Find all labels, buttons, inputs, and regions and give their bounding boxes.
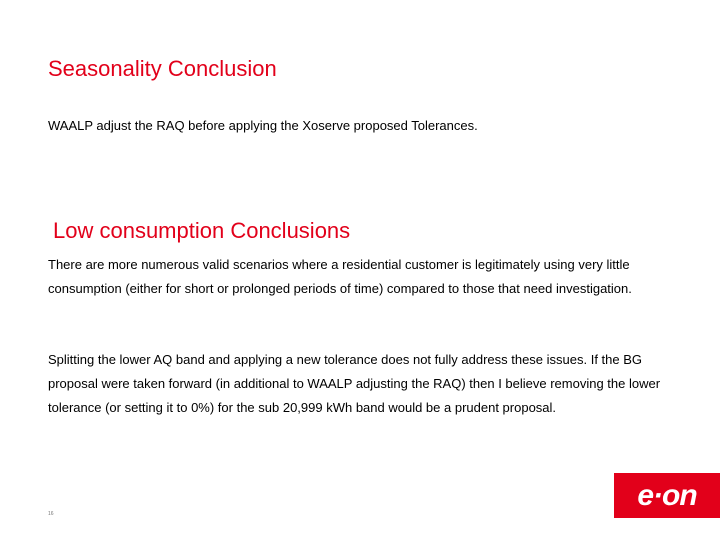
eon-logo-text: e·on	[637, 478, 697, 512]
seasonality-title: Seasonality Conclusion	[48, 56, 277, 81]
page-number: 16	[48, 511, 54, 517]
eon-logo	[614, 473, 720, 518]
seasonality-text: WAALP adjust the RAQ before applying the Xoserve proposed Tolerances.	[48, 118, 478, 133]
low-consumption-title: Low consumption Conclusions	[53, 218, 351, 243]
low-consumption-paragraph-1: There are more numerous valid scenarios where a residential customer is legitimately using very little consumption (either for short or prolonged periods of time) compared to those that need investigation.	[48, 257, 632, 296]
low-consumption-paragraph-2: Splitting the lower AQ band and applying a new tolerance does not fully address these issues. If the BG proposal were taken forward (in additional to WAALP adjusting the RAQ) then I believe removing the lower tolerance (or setting it to 0%) for the sub 20,999 kWh band would be a prudent proposal.	[48, 352, 661, 415]
